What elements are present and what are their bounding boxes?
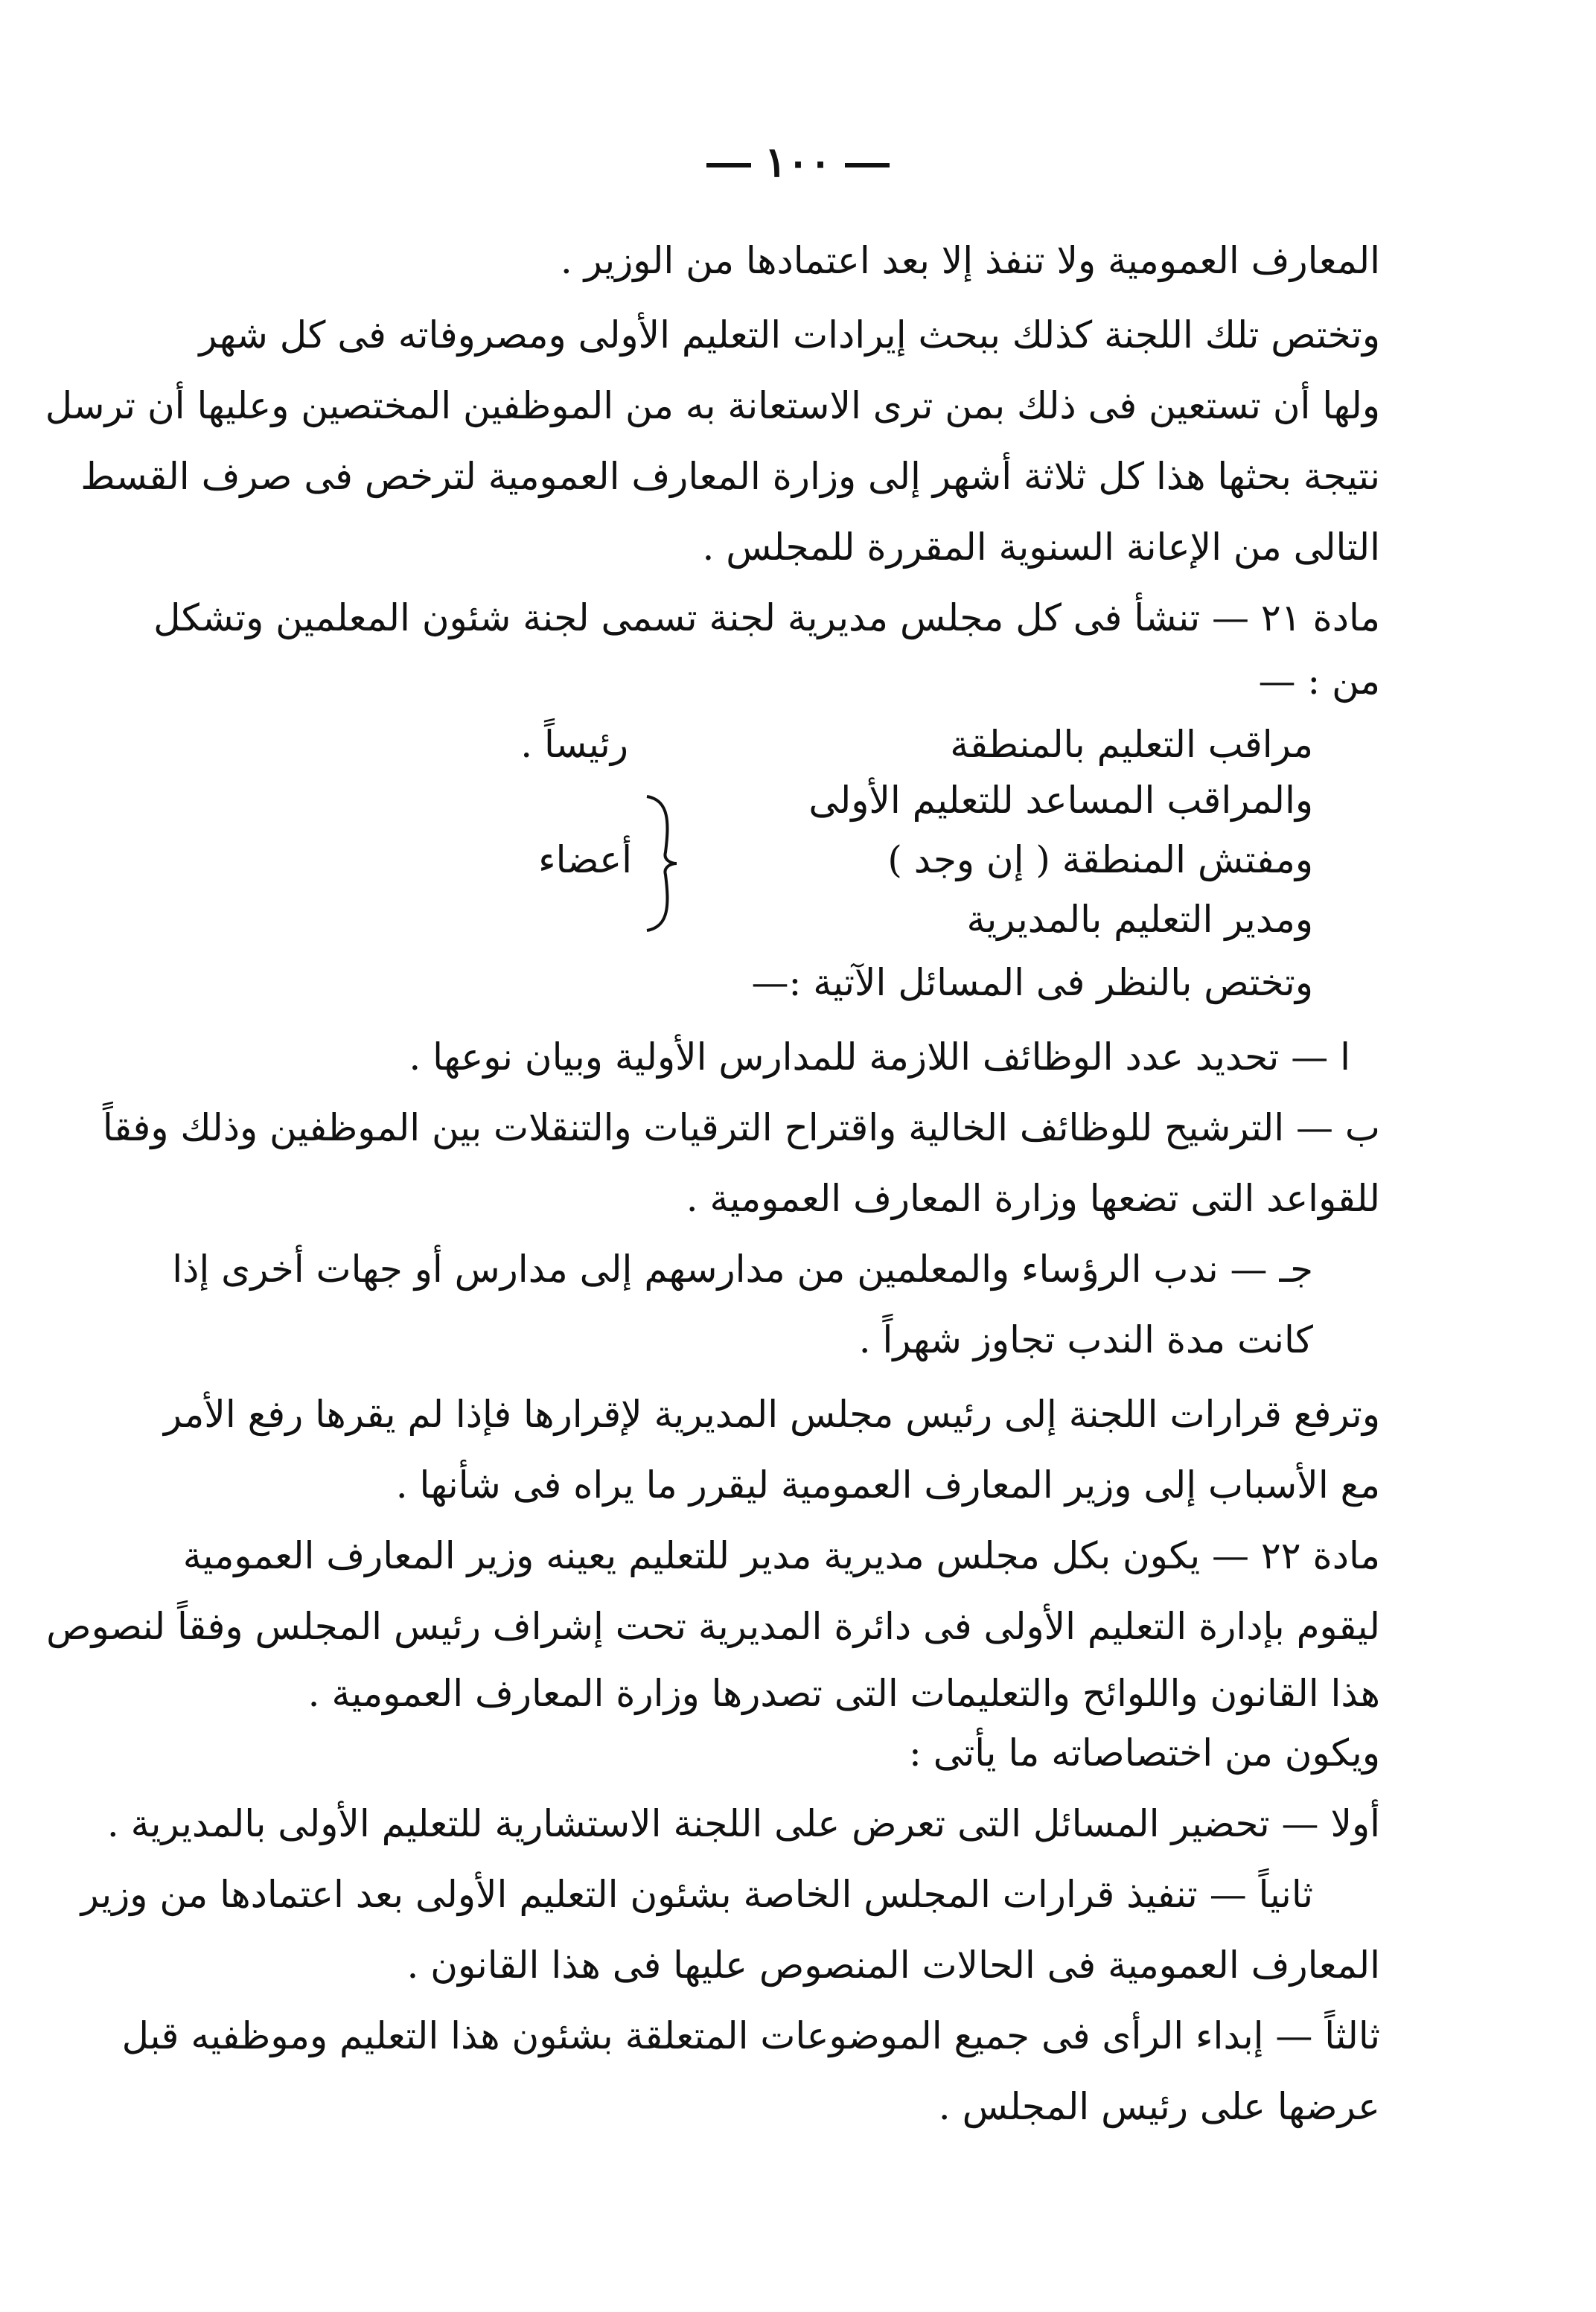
text-line: وترفع قرارات اللجنة إلى رئيس مجلس المديرية لإقرارها فإذا لم يقرها رفع الأمر [163,1393,1380,1436]
grouping-brace [639,793,684,934]
text-line: ليقوم بإدارة التعليم الأولى فى دائرة المديرية تحت إشراف رئيس المجلس وفقاً لنصوص [46,1605,1380,1648]
text-line: ويكون من اختصاصاته ما يأتى : [908,1731,1380,1775]
text-line: جـ — ندب الرؤساء والمعلمين من مدارسهم إلى مدارس أو جهات أخرى إذا [172,1248,1313,1291]
text-line: مادة ٢١ — تنشأ فى كل مجلس مديرية لجنة تسمى لجنة شئون المعلمين وتشكل [153,596,1380,639]
dash-right [706,163,751,167]
text-line: مع الأسباب إلى وزير المعارف العمومية ليقرر ما يراه فى شأنها . [395,1463,1380,1507]
text-line: كانت مدة الندب تجاوز شهراً . [858,1318,1313,1361]
committee-member: مراقب التعليم بالمنطقة [950,723,1313,766]
text-line: ثالثاً — إبداء الرأى فى جميع الموضوعات المتعلقة بشئون هذا التعليم وموظفيه قبل [121,2014,1380,2057]
text-line: مادة ٢٢ — يكون بكل مجلس مديرية مدير للتعليم يعينه وزير المعارف العمومية [182,1534,1380,1577]
text-line: ا — تحديد عدد الوظائف اللازمة للمدارس الأولية وبيان نوعها . [409,1035,1350,1079]
text-line: التالى من الإعانة السنوية المقررة للمجلس . [702,526,1380,569]
text-line: ثانياً — تنفيذ قرارات المجلس الخاصة بشئون التعليم الأولى بعد اعتمادها من وزير [80,1873,1313,1916]
text-line: المعارف العمومية ولا تنفذ إلا بعد اعتمادها من الوزير . [560,239,1380,282]
committee-member: ومدير التعليم بالمديرية [966,898,1313,941]
text-line: من : — [1258,660,1380,703]
text-line: ولها أن تستعين فى ذلك بمن ترى الاستعانة به من الموظفين المختصين وعليها أن ترسل [45,384,1380,427]
text-line: وتختص تلك اللجنة كذلك ببحث إيرادات التعليم الأولى ومصروفاته فى كل شهر [199,313,1380,357]
text-line: المعارف العمومية فى الحالات المنصوص عليها فى هذا القانون . [406,1944,1380,1987]
role-chair: رئيساً . [520,723,628,766]
page-number-text: ١٠٠ [764,138,832,187]
text-line: أولا — تحضير المسائل التى تعرض على اللجنة الاستشارية للتعليم الأولى بالمديرية . [106,1802,1380,1845]
committee-member: ومفتش المنطقة ( إن وجد ) [887,838,1313,881]
committee-member: والمراقب المساعد للتعليم الأولى [808,779,1313,822]
page-number [0,138,1596,187]
text-line: عرضها على رئيس المجلس . [938,2085,1380,2128]
role-members: أعضاء [538,838,632,881]
dash-left [845,163,890,167]
text-line: نتيجة بحثها هذا كل ثلاثة أشهر إلى وزارة المعارف العمومية لترخص فى صرف القسط [80,455,1380,498]
text-line: ب — الترشيح للوظائف الخالية واقتراح الترقيات والتنقلات بين الموظفين وذلك وفقاً [102,1106,1380,1149]
text-line: وتختص بالنظر فى المسائل الآتية :— [751,961,1313,1004]
text-line: هذا القانون واللوائح والتعليمات التى تصدرها وزارة المعارف العمومية . [307,1672,1380,1715]
text-line: للقواعد التى تضعها وزارة المعارف العمومية . [686,1177,1380,1220]
